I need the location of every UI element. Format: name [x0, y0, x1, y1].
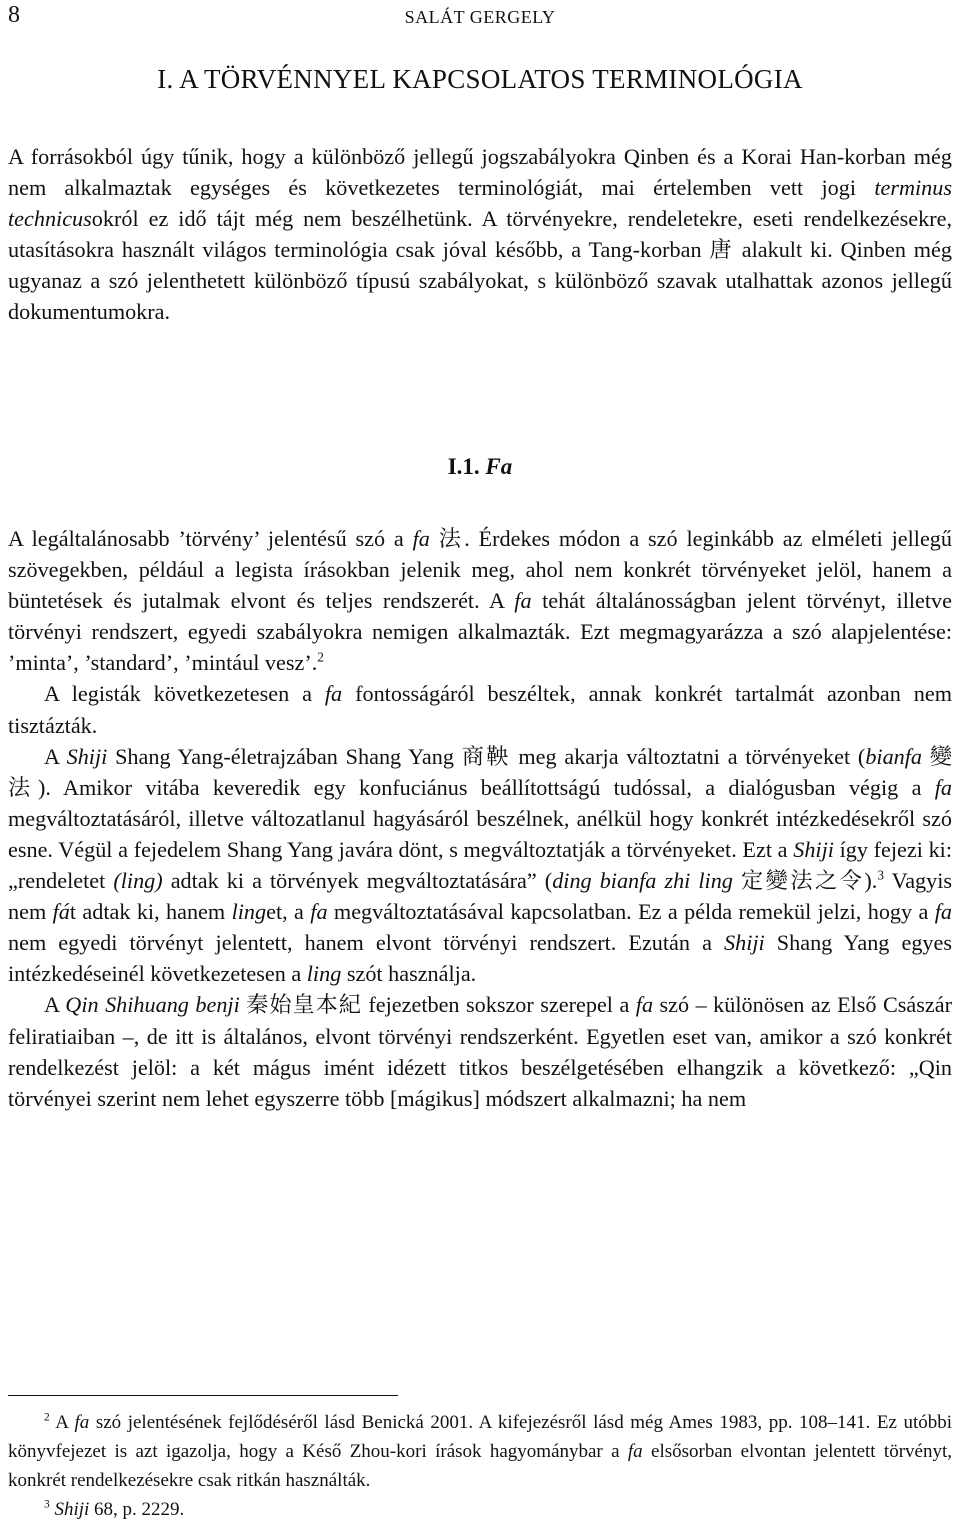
- chapter-title: I. A TÖRVÉNNYEL KAPCSOLATOS TERMINOLÓGIA: [157, 64, 803, 94]
- section-title: [0, 454, 960, 480]
- footnote-number-2: 2: [44, 1411, 50, 1424]
- footnote-rule: [8, 1395, 398, 1396]
- intro-section: [8, 141, 952, 328]
- footnote-number-3: 3: [44, 1498, 50, 1511]
- footnote-3: $^3$ Shiji 68, p. 2229.: [44, 1498, 185, 1520]
- intro-italic-term: terminus technicus: [8, 175, 952, 232]
- paragraph-1: A legáltalánosabb ’törvény’ jelentésű szó a fa 法. Érdekes módon a szó leginkább az elméleti jellegű szövegekben, például a legista írásokban jelenik meg, ahol nem konkrét törvényeket jelöl, hanem a büntetések és jutalmak elvont és teljes rendszerét. A fa tehát általánosságban jelent törvényt, illetve törvényi rendszert, egyedi szabályokra nemigen alkalmazták. Ezt megmagyarázza a szó alapjelentése: ’minta’, ’standard’, ’mintául vesz’.$^2$: [8, 526, 952, 676]
- paragraph-3: A Shiji Shang Yang-életrajzában Shang Yang 商鞅 meg akarja változtatni a törvényeket (bianfa 變法). Amikor vitába keveredik egy konfuciánus beállítottságú tudóssal, a dialógusban végig a fa megváltoztatásáról, illetve változatlanul hagyásáról beszélnek, anélkül hogy konkrét intézkedésekről szó esne. Végül a fejedelem Shang Yang javára dönt, s megváltoztatják a törvényeket. Ezt a Shiji így fejezi ki: „rendeletet (ling) adtak ki a törvények megváltoztatására” (ding bianfa zhi ling 定變法之令).$^3$ Vagyis nem fát adtak ki, hanem linget, a fa megváltoztatásával kapcsolatban. Ez a példa remekül jelzi, hogy a fa nem egyedi törvényt jelentett, hanem elvont törvényi rendszert. Ezután a Shiji Shang Yang egyes intézkedéseinél következetesen a ling szót használja.: [8, 743, 953, 987]
- page-number: 8: [8, 2, 20, 28]
- running-head: SALÁT GERGELY: [404, 7, 556, 27]
- intro-text: A forrásokból úgy tűnik, hogy a különböző jellegű jogszabályokra Qinben és a Korai Han-korban még nem alkalmaztak egységes és következetes terminológiát, mai értelemben vett jogi: [8, 144, 952, 201]
- intro-text-end: okról ez idő tájt még nem beszélhetünk. A törvényekre, rendeletekre, eseti rendelkezésekre, utasításokra használt világos terminológia csak jóval később, a Tang-korban 唐 alakult ki. Qinben még ugyanaz a szó jelenthetett különböző típusú szabályokat, s különböző szavak utalhattak azonos jellegű dokumentumokra.: [8, 206, 952, 325]
- footnote-ref-3[interactable]: 3: [877, 867, 884, 883]
- footnote-ref-2[interactable]: 2: [317, 649, 324, 665]
- paragraph-4: A Qin Shihuang benji 秦始皇本紀 fejezetben sokszor szerepel a fa szó – különösen az Első Császár feliratiaiban –, de itt is általános, elvont törvényi rendszerként. Egyetlen eset van, amikor a szó konkrét rendelkezést jelöl: a két mágus imént idézett titkos beszélgetésében elhangzik a következő: „Qin törvényei szerint nem lehet egyszerre több [mágikus] módszert alkalmazni; ha nem: [8, 992, 952, 1111]
- footnote-2: $^2$ A fa szó jelentésének fejlődéséről lásd Benická 2001. A kifejezésről lásd még Ames 1983, pp. 108–141. Ez utóbbi könyvfejezet is azt igazolja, hogy a Késő Zhou-kori írások hagyománybar a fa elsősorban elvontan jelentett törvényt, konkrét rendelkezésekre csak ritkán használták.: [8, 1411, 953, 1491]
- footnotes: [8, 1408, 952, 1524]
- section-title-text: Fa: [485, 454, 513, 479]
- body-text: [8, 523, 952, 1114]
- page-header: [8, 2, 952, 34]
- paragraph-2: A legisták következetesen a fa fontosságáról beszéltek, annak konkrét tartalmát azonban nem tisztázták.: [8, 681, 952, 738]
- section-number: I.1.: [447, 454, 486, 479]
- intro-paragraph: [8, 141, 952, 328]
